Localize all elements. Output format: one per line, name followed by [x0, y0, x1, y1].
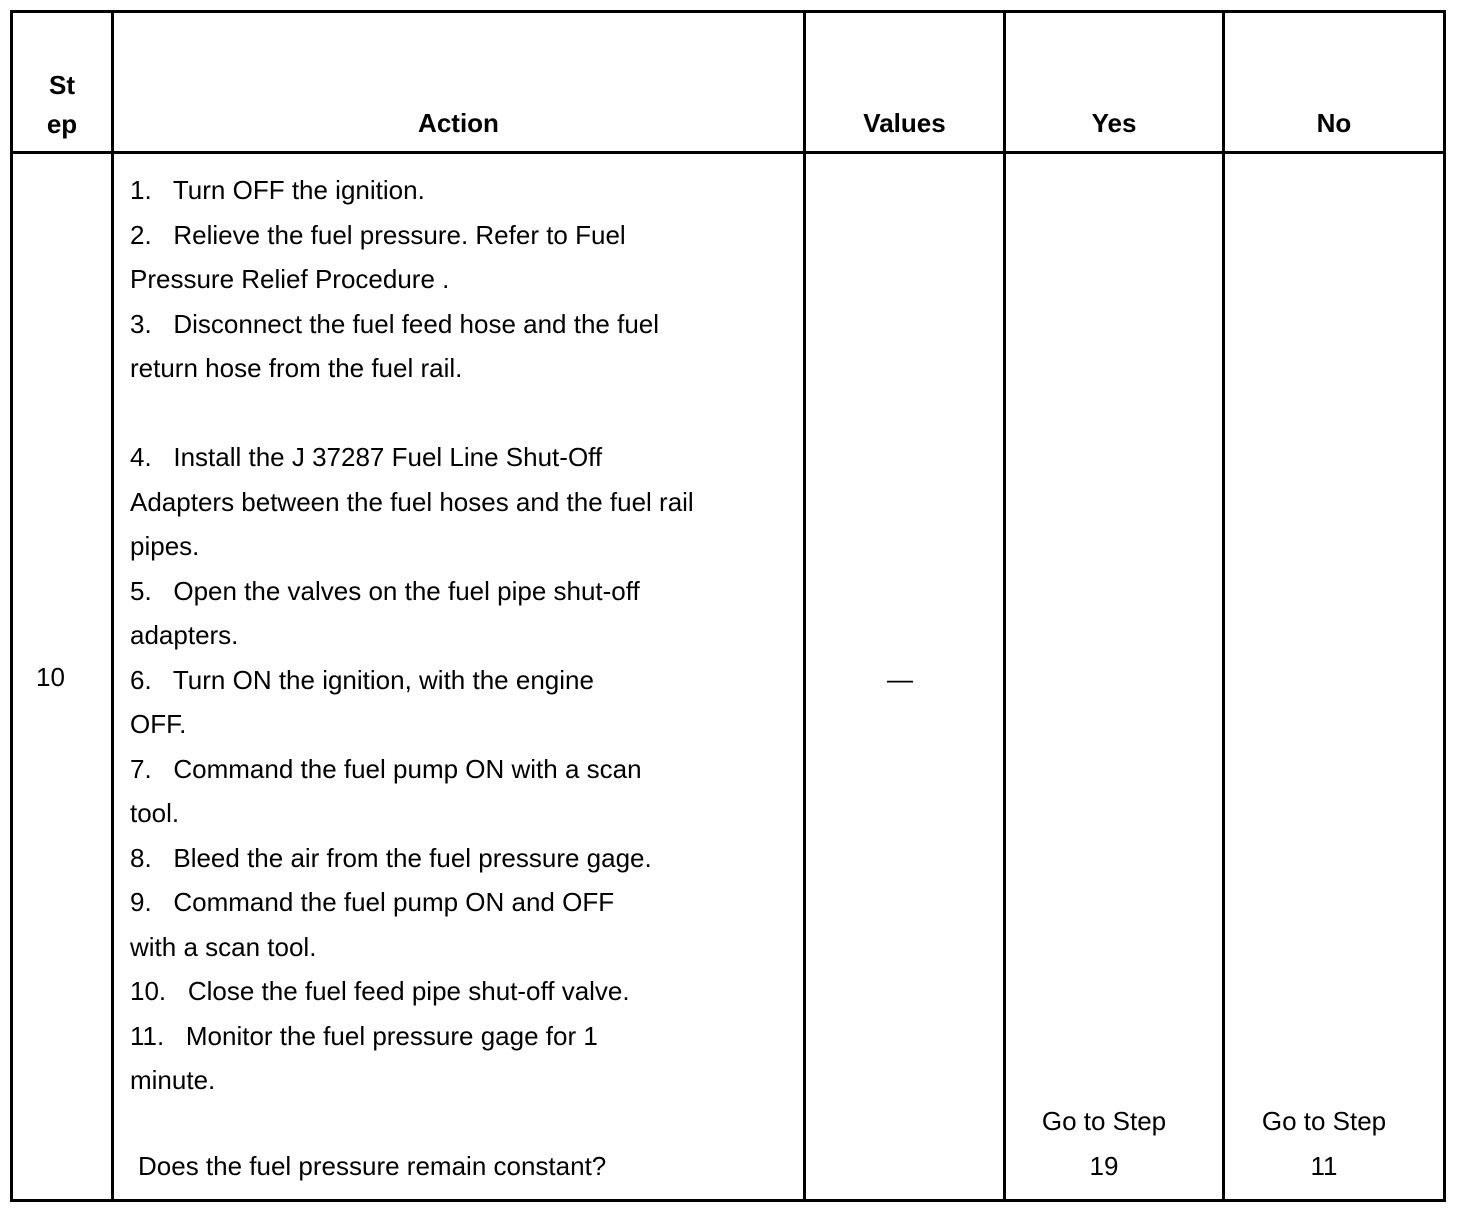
- header-step: [13, 66, 111, 144]
- action-line: 1. Turn OFF the ignition.: [130, 175, 425, 205]
- action-line: 2. Relieve the fuel pressure. Refer to Fuel: [130, 220, 626, 250]
- no-goto-step: 11: [1310, 1151, 1338, 1181]
- values-cell: —: [887, 664, 913, 694]
- action-line: 6. Turn ON the ignition, with the engine: [130, 665, 594, 695]
- action-line: 3. Disconnect the fuel feed hose and the fuel: [130, 309, 660, 339]
- header-divider: [10, 151, 1446, 154]
- action-line: 10. Close the fuel feed pipe shut-off valve.: [130, 976, 630, 1006]
- column-divider-values: [1003, 10, 1006, 1202]
- action-question: Does the fuel pressure remain constant?: [138, 1151, 607, 1181]
- yes-goto-step: 19: [1089, 1151, 1119, 1181]
- step-number: 10: [36, 662, 65, 692]
- action-line: adapters.: [130, 620, 239, 650]
- action-line: 5. Open the valves on the fuel pipe shut-off: [130, 576, 640, 606]
- action-line: 7. Command the fuel pump ON with a scan: [130, 754, 642, 784]
- action-line: return hose from the fuel rail.: [130, 353, 463, 383]
- yes-goto-label: Go to Step: [1041, 1106, 1167, 1136]
- action-line: pipes.: [130, 531, 200, 561]
- header-step-line2: ep: [46, 109, 78, 139]
- action-line: minute.: [130, 1065, 216, 1095]
- header-values: Values: [863, 108, 946, 138]
- column-divider-yes: [1222, 10, 1225, 1202]
- no-goto-label: Go to Step: [1261, 1106, 1387, 1136]
- action-line: 4. Install the J 37287 Fuel Line Shut-Off: [130, 442, 603, 472]
- action-line: 9. Command the fuel pump ON and OFF: [130, 887, 615, 917]
- action-line: 11. Monitor the fuel pressure gage for 1: [130, 1021, 598, 1051]
- action-line: Pressure Relief Procedure .: [130, 264, 450, 294]
- action-line: tool.: [130, 798, 180, 828]
- header-action: Action: [418, 108, 499, 138]
- column-divider-action: [803, 10, 806, 1202]
- header-no: No: [1316, 108, 1352, 138]
- header-yes: Yes: [1091, 108, 1137, 138]
- action-line: Adapters between the fuel hoses and the fuel rail: [130, 487, 694, 517]
- action-line: 8. Bleed the air from the fuel pressure gage.: [130, 843, 652, 873]
- header-step-line1: St: [49, 70, 75, 100]
- action-line: with a scan tool.: [130, 932, 317, 962]
- action-line: OFF.: [130, 709, 187, 739]
- column-divider-step: [111, 10, 114, 1202]
